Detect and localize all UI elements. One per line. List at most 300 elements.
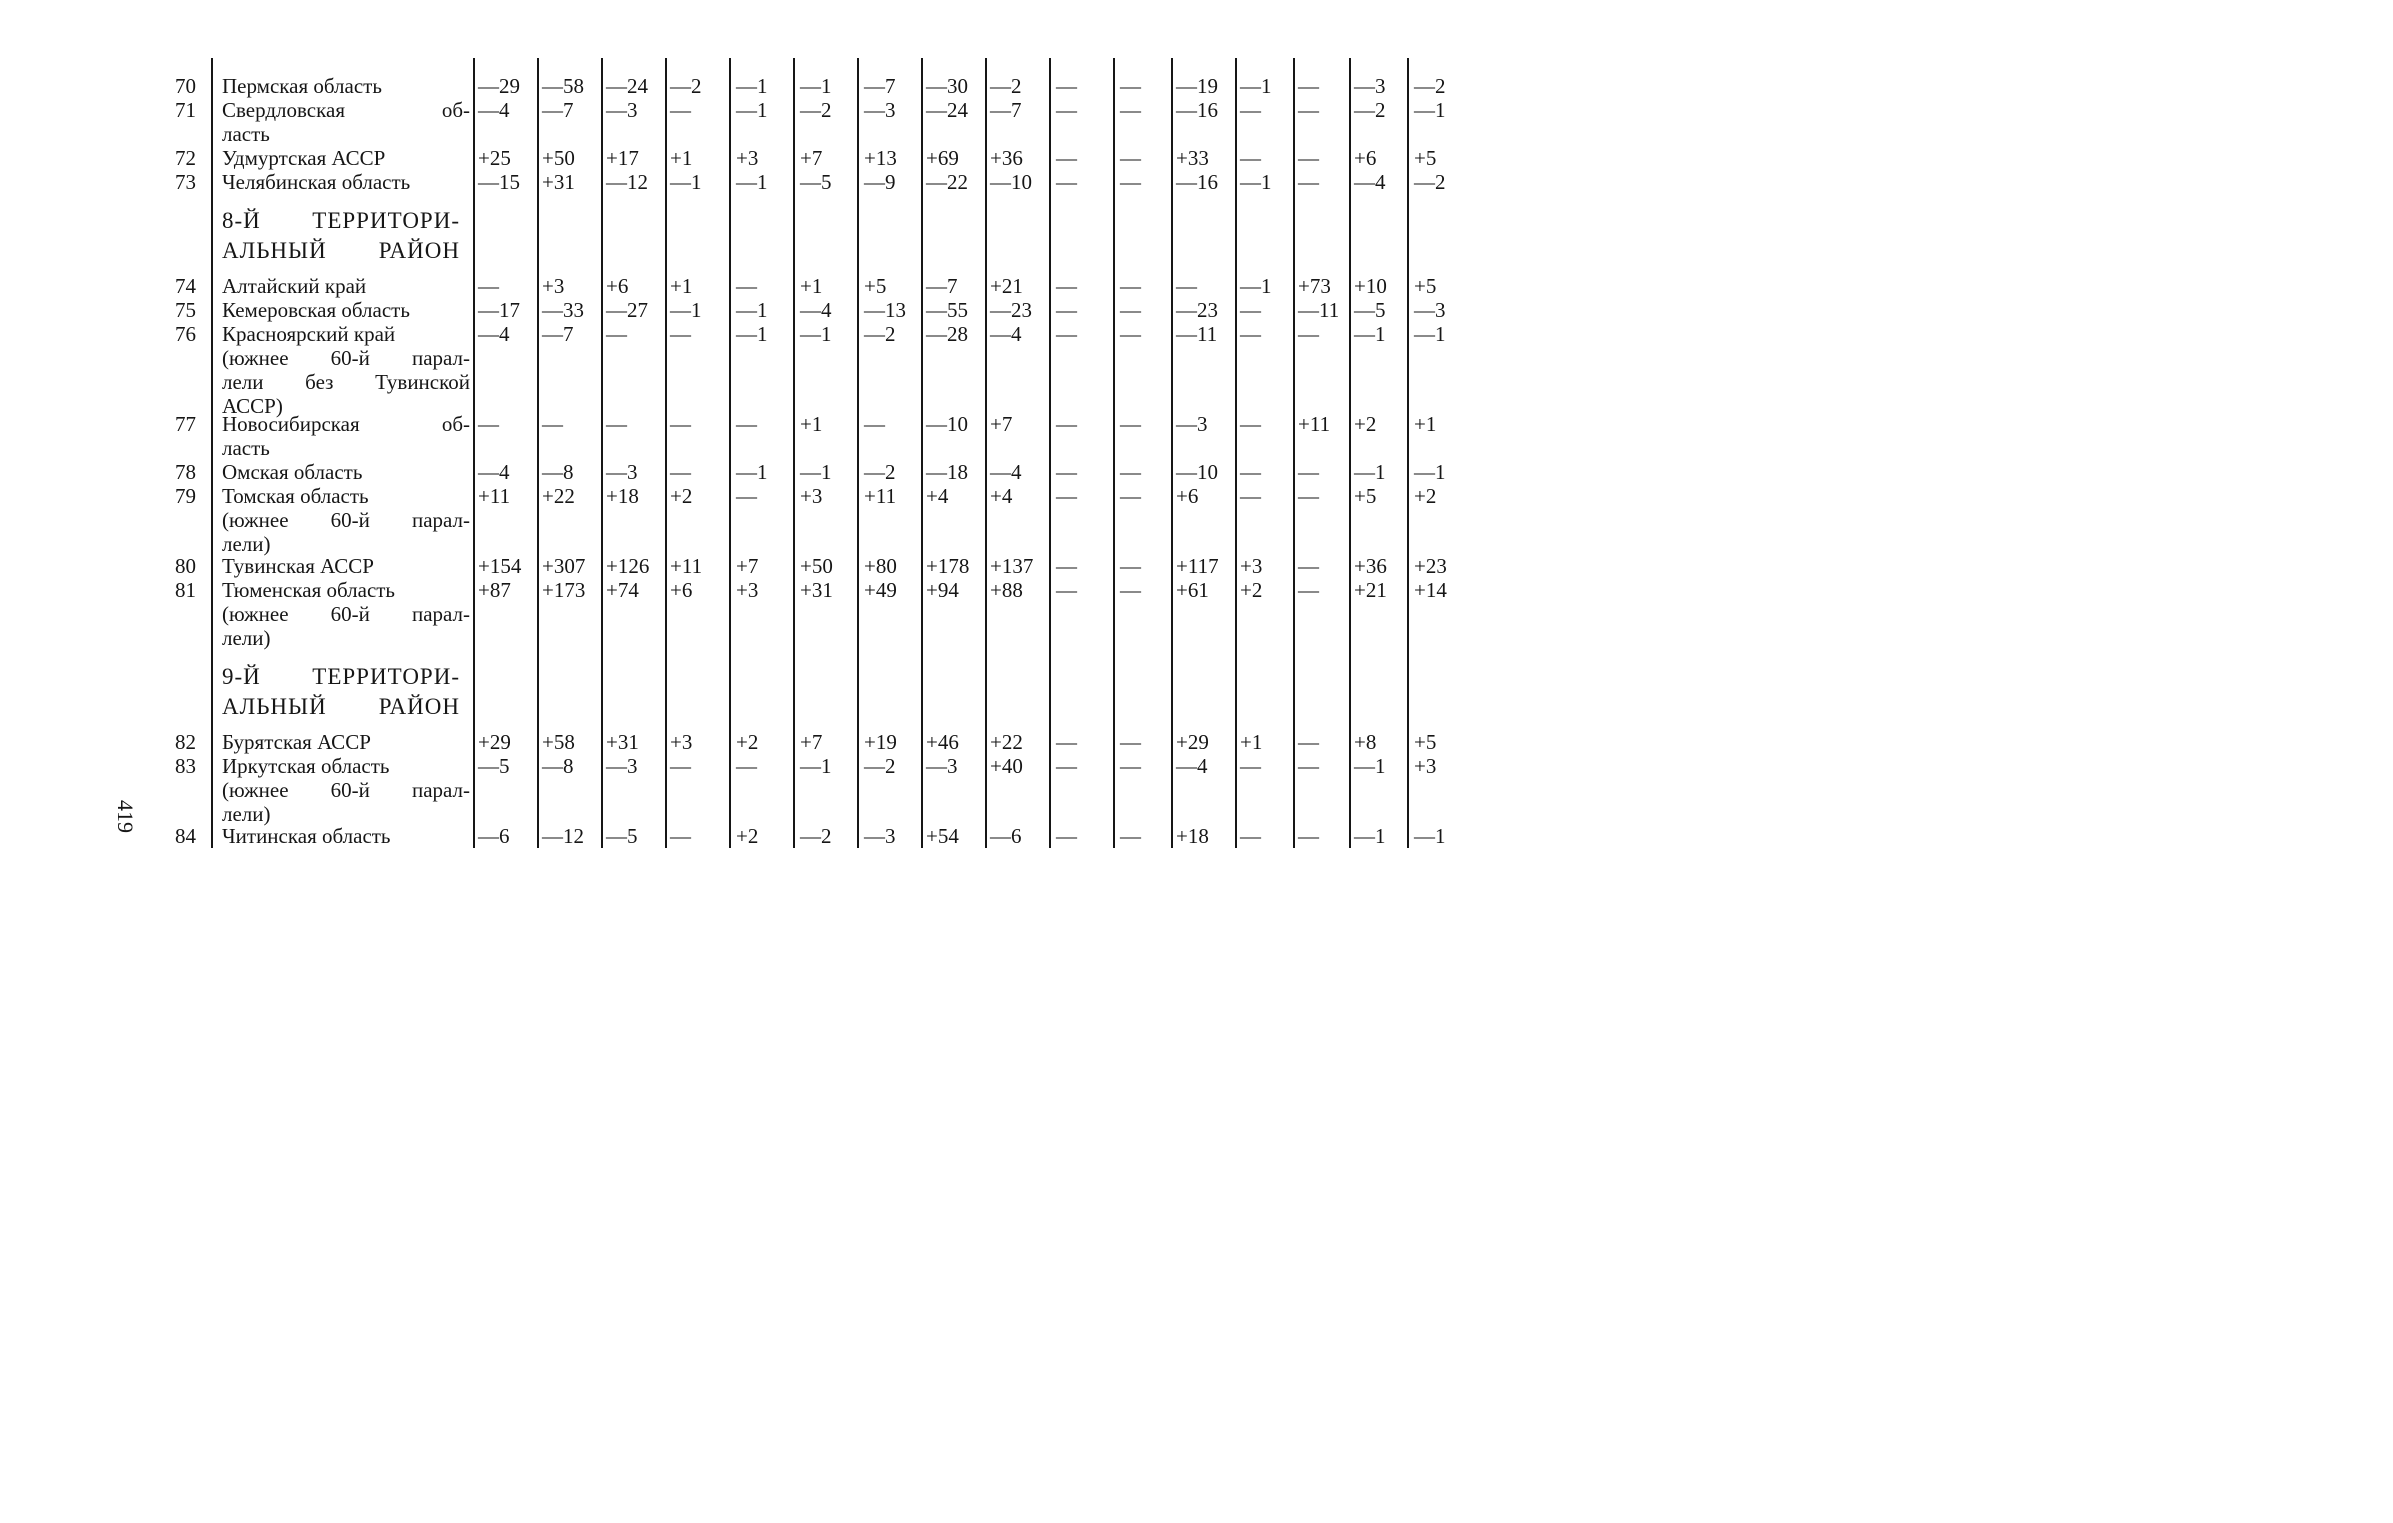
value-cell: +7 (990, 412, 1013, 436)
value-cell: +8 (1354, 730, 1377, 754)
value-cell: —1 (736, 322, 768, 346)
region-name: (южнее 60-й парал- (222, 346, 470, 370)
section-heading-8-line1: 8-Й ТЕРРИТОРИ- (222, 208, 460, 233)
value-cell: —1 (1414, 322, 1446, 346)
value-cell: —3 (1414, 298, 1446, 322)
value-cell: +137 (990, 554, 1034, 578)
value-cell: —11 (1298, 298, 1340, 322)
value-cell: +13 (864, 146, 897, 170)
value-cell: — (1056, 274, 1077, 298)
value-cell: +126 (606, 554, 650, 578)
value-cell: — (478, 274, 499, 298)
value-cell: +3 (670, 730, 693, 754)
value-cell: —5 (606, 824, 638, 848)
value-cell: +7 (800, 146, 823, 170)
value-cell: — (1240, 298, 1261, 322)
value-cell: —1 (1354, 824, 1386, 848)
value-cell: — (1056, 730, 1077, 754)
row-number: 84 (175, 824, 196, 848)
value-cell: —3 (1176, 412, 1208, 436)
value-cell: —8 (542, 460, 574, 484)
value-cell: —1 (736, 74, 768, 98)
value-cell: — (670, 322, 691, 346)
value-cell: —1 (1240, 274, 1272, 298)
value-cell: —10 (990, 170, 1032, 194)
value-cell: —1 (800, 754, 832, 778)
value-cell: — (1120, 554, 1141, 578)
value-cell: —2 (1414, 74, 1446, 98)
region-name: (южнее 60-й парал- (222, 778, 470, 802)
value-cell: +173 (542, 578, 586, 602)
value-cell: — (1298, 578, 1319, 602)
value-cell: —5 (800, 170, 832, 194)
region-name: ласть (222, 122, 270, 146)
table-row (0, 578, 1552, 650)
value-cell: —10 (926, 412, 968, 436)
value-cell: —29 (478, 74, 520, 98)
value-cell: —4 (478, 98, 510, 122)
value-cell: —8 (542, 754, 574, 778)
value-cell: — (864, 412, 885, 436)
region-name: Тувинская АССР (222, 554, 374, 578)
value-cell: — (1298, 554, 1319, 578)
row-number: 74 (175, 274, 196, 298)
value-cell: —6 (478, 824, 510, 848)
value-cell: —17 (478, 298, 520, 322)
value-cell: —58 (542, 74, 584, 98)
page-number: 419 (113, 800, 138, 833)
value-cell: +5 (1414, 146, 1437, 170)
value-cell: —28 (926, 322, 968, 346)
value-cell: +5 (864, 274, 887, 298)
value-cell: — (1240, 98, 1261, 122)
value-cell: — (1120, 578, 1141, 602)
value-cell: +49 (864, 578, 897, 602)
value-cell: +11 (1298, 412, 1331, 436)
value-cell: — (1298, 170, 1319, 194)
value-cell: +2 (1414, 484, 1437, 508)
row-number: 81 (175, 578, 196, 602)
value-cell: +54 (926, 824, 959, 848)
region-name: Удмуртская АССР (222, 146, 386, 170)
value-cell: +88 (990, 578, 1023, 602)
value-cell: — (1056, 824, 1077, 848)
table-row (0, 298, 1552, 324)
row-number: 78 (175, 460, 196, 484)
region-name: Алтайский край (222, 274, 367, 298)
value-cell: —15 (478, 170, 520, 194)
value-cell: — (1056, 322, 1077, 346)
row-number: 79 (175, 484, 196, 508)
value-cell: — (1056, 578, 1077, 602)
value-cell: +3 (736, 146, 759, 170)
value-cell: +31 (800, 578, 833, 602)
table-row (0, 730, 1552, 756)
table-row (0, 146, 1552, 172)
value-cell: —1 (670, 298, 702, 322)
region-name: АССР) (222, 394, 283, 418)
value-cell: — (736, 754, 757, 778)
value-cell: — (1120, 98, 1141, 122)
row-number: 70 (175, 74, 196, 98)
table-row (0, 74, 1552, 100)
value-cell: — (1120, 322, 1141, 346)
value-cell: — (1298, 484, 1319, 508)
value-cell: — (1056, 484, 1077, 508)
value-cell: +6 (1354, 146, 1377, 170)
value-cell: — (1056, 98, 1077, 122)
region-name: Пермская область (222, 74, 382, 98)
value-cell: +5 (1354, 484, 1377, 508)
value-cell: —19 (1176, 74, 1218, 98)
value-cell: +22 (542, 484, 575, 508)
value-cell: —1 (800, 322, 832, 346)
value-cell: —5 (1354, 298, 1386, 322)
value-cell: — (670, 412, 691, 436)
value-cell: — (1056, 74, 1077, 98)
value-cell: +2 (736, 730, 759, 754)
value-cell: — (1298, 322, 1319, 346)
value-cell: +46 (926, 730, 959, 754)
value-cell: +3 (1240, 554, 1263, 578)
value-cell: +2 (670, 484, 693, 508)
value-cell: —30 (926, 74, 968, 98)
region-name: лели без Тувинской (222, 370, 470, 394)
value-cell: —9 (864, 170, 896, 194)
value-cell: — (1056, 412, 1077, 436)
value-cell: —1 (1414, 460, 1446, 484)
value-cell: +17 (606, 146, 639, 170)
value-cell: —23 (990, 298, 1032, 322)
value-cell: +11 (864, 484, 897, 508)
value-cell: —4 (1176, 754, 1208, 778)
value-cell: +4 (990, 484, 1013, 508)
region-name: лели) (222, 532, 271, 556)
value-cell: — (1120, 170, 1141, 194)
value-cell: —4 (800, 298, 832, 322)
value-cell: —10 (1176, 460, 1218, 484)
section-heading-9-line1: 9-Й ТЕРРИТОРИ- (222, 664, 460, 689)
value-cell: — (736, 412, 757, 436)
value-cell: — (1120, 460, 1141, 484)
value-cell: +40 (990, 754, 1023, 778)
value-cell: —3 (606, 754, 638, 778)
value-cell: — (736, 484, 757, 508)
value-cell: —1 (736, 98, 768, 122)
value-cell: —12 (542, 824, 584, 848)
row-number: 75 (175, 298, 196, 322)
value-cell: +117 (1176, 554, 1219, 578)
value-cell: — (1056, 554, 1077, 578)
value-cell: +69 (926, 146, 959, 170)
value-cell: —16 (1176, 98, 1218, 122)
value-cell: —7 (542, 322, 574, 346)
value-cell: +50 (800, 554, 833, 578)
value-cell: +1 (670, 274, 693, 298)
row-number: 80 (175, 554, 196, 578)
value-cell: — (1120, 754, 1141, 778)
value-cell: — (478, 412, 499, 436)
document-page (0, 0, 1552, 988)
value-cell: — (670, 824, 691, 848)
value-cell: +22 (990, 730, 1023, 754)
value-cell: +4 (926, 484, 949, 508)
region-name: Омская область (222, 460, 363, 484)
value-cell: —55 (926, 298, 968, 322)
table-row (0, 322, 1552, 418)
value-cell: — (736, 274, 757, 298)
value-cell: — (1240, 322, 1261, 346)
value-cell: —27 (606, 298, 648, 322)
value-cell: —5 (478, 754, 510, 778)
value-cell: +1 (1240, 730, 1263, 754)
value-cell: —1 (1414, 824, 1446, 848)
value-cell: — (1298, 98, 1319, 122)
value-cell: —2 (670, 74, 702, 98)
value-cell: —24 (606, 74, 648, 98)
value-cell: —3 (926, 754, 958, 778)
value-cell: —2 (800, 98, 832, 122)
region-name: Свердловская об- (222, 98, 470, 122)
value-cell: +14 (1414, 578, 1447, 602)
value-cell: +11 (478, 484, 511, 508)
value-cell: — (1298, 824, 1319, 848)
value-cell: —1 (1354, 322, 1386, 346)
region-name: Кемеровская область (222, 298, 410, 322)
value-cell: +7 (736, 554, 759, 578)
region-name: лели) (222, 802, 271, 826)
value-cell: —3 (606, 460, 638, 484)
value-cell: +1 (800, 412, 823, 436)
value-cell: —16 (1176, 170, 1218, 194)
value-cell: — (670, 460, 691, 484)
value-cell: — (1120, 484, 1141, 508)
row-number: 76 (175, 322, 196, 346)
value-cell: — (1120, 74, 1141, 98)
value-cell: —24 (926, 98, 968, 122)
value-cell: +2 (736, 824, 759, 848)
value-cell: —1 (1354, 460, 1386, 484)
value-cell: — (1298, 146, 1319, 170)
region-name: (южнее 60-й парал- (222, 602, 470, 626)
table-row (0, 98, 1552, 146)
value-cell: —6 (990, 824, 1022, 848)
value-cell: +18 (606, 484, 639, 508)
value-cell: +58 (542, 730, 575, 754)
value-cell: +1 (1414, 412, 1437, 436)
value-cell: +7 (800, 730, 823, 754)
region-name: (южнее 60-й парал- (222, 508, 470, 532)
value-cell: — (1176, 274, 1197, 298)
row-number: 83 (175, 754, 196, 778)
value-cell: +36 (990, 146, 1023, 170)
value-cell: —12 (606, 170, 648, 194)
value-cell: +25 (478, 146, 511, 170)
value-cell: —2 (864, 754, 896, 778)
value-cell: —4 (990, 322, 1022, 346)
value-cell: +18 (1176, 824, 1209, 848)
value-cell: — (1056, 146, 1077, 170)
value-cell: +1 (670, 146, 693, 170)
value-cell: —1 (736, 298, 768, 322)
value-cell: —7 (542, 98, 574, 122)
value-cell: +21 (1354, 578, 1387, 602)
region-name: ласть (222, 436, 270, 460)
value-cell: +11 (670, 554, 703, 578)
value-cell: — (1298, 460, 1319, 484)
value-cell: — (1120, 412, 1141, 436)
value-cell: —3 (1354, 74, 1386, 98)
value-cell: — (1120, 730, 1141, 754)
value-cell: —1 (800, 460, 832, 484)
row-number: 82 (175, 730, 196, 754)
value-cell: —2 (1354, 98, 1386, 122)
value-cell: —3 (864, 98, 896, 122)
value-cell: —1 (736, 460, 768, 484)
value-cell: +3 (736, 578, 759, 602)
value-cell: — (606, 412, 627, 436)
table-row (0, 460, 1552, 486)
value-cell: —4 (1354, 170, 1386, 194)
value-cell: —2 (1414, 170, 1446, 194)
value-cell: —1 (1240, 74, 1272, 98)
row-number: 71 (175, 98, 196, 122)
value-cell: — (1298, 730, 1319, 754)
value-cell: +87 (478, 578, 511, 602)
value-cell: +3 (1414, 754, 1437, 778)
value-cell: —33 (542, 298, 584, 322)
region-name: Читинская область (222, 824, 391, 848)
value-cell: —2 (864, 322, 896, 346)
value-cell: —2 (800, 824, 832, 848)
region-name: Челябинская область (222, 170, 411, 194)
value-cell: +31 (542, 170, 575, 194)
value-cell: —7 (926, 274, 958, 298)
value-cell: +29 (478, 730, 511, 754)
table-row (0, 554, 1552, 580)
value-cell: —1 (1240, 170, 1272, 194)
value-cell: +2 (1354, 412, 1377, 436)
value-cell: —1 (670, 170, 702, 194)
value-cell: +3 (800, 484, 823, 508)
value-cell: +178 (926, 554, 970, 578)
region-name: Иркутская область (222, 754, 390, 778)
value-cell: +23 (1414, 554, 1447, 578)
section-heading-9-line2: АЛЬНЫЙ РАЙОН (222, 694, 460, 719)
value-cell: +31 (606, 730, 639, 754)
value-cell: —2 (990, 74, 1022, 98)
region-name: Томская область (222, 484, 369, 508)
value-cell: — (1056, 754, 1077, 778)
value-cell: — (670, 754, 691, 778)
table-row (0, 824, 1552, 850)
value-cell: —18 (926, 460, 968, 484)
value-cell: —4 (478, 460, 510, 484)
value-cell: +5 (1414, 730, 1437, 754)
value-cell: +154 (478, 554, 522, 578)
value-cell: +80 (864, 554, 897, 578)
section-heading-8-line2: АЛЬНЫЙ РАЙОН (222, 238, 460, 263)
table-row (0, 484, 1552, 556)
table-row (0, 170, 1552, 196)
row-number: 77 (175, 412, 196, 436)
value-cell: +6 (606, 274, 629, 298)
value-cell: — (1298, 754, 1319, 778)
value-cell: — (606, 322, 627, 346)
value-cell: —13 (864, 298, 906, 322)
value-cell: —4 (478, 322, 510, 346)
value-cell: +36 (1354, 554, 1387, 578)
value-cell: +6 (670, 578, 693, 602)
value-cell: — (1240, 484, 1261, 508)
value-cell: +61 (1176, 578, 1209, 602)
value-cell: — (1056, 170, 1077, 194)
value-cell: +94 (926, 578, 959, 602)
value-cell: — (1120, 298, 1141, 322)
value-cell: +6 (1176, 484, 1199, 508)
value-cell: —2 (864, 460, 896, 484)
value-cell: +50 (542, 146, 575, 170)
value-cell: +10 (1354, 274, 1387, 298)
value-cell: —3 (864, 824, 896, 848)
value-cell: — (1240, 754, 1261, 778)
value-cell: +29 (1176, 730, 1209, 754)
value-cell: — (1120, 274, 1141, 298)
value-cell: —1 (1354, 754, 1386, 778)
value-cell: +1 (800, 274, 823, 298)
value-cell: —4 (990, 460, 1022, 484)
value-cell: —22 (926, 170, 968, 194)
value-cell: —7 (864, 74, 896, 98)
value-cell: — (1298, 74, 1319, 98)
value-cell: —1 (800, 74, 832, 98)
value-cell: — (1240, 460, 1261, 484)
region-name: Новосибирская об- (222, 412, 470, 436)
value-cell: +74 (606, 578, 639, 602)
value-cell: +5 (1414, 274, 1437, 298)
value-cell: —1 (1414, 98, 1446, 122)
value-cell: — (1120, 824, 1141, 848)
value-cell: — (1056, 460, 1077, 484)
row-number: 73 (175, 170, 196, 194)
region-name: лели) (222, 626, 271, 650)
value-cell: — (542, 412, 563, 436)
table-row (0, 412, 1552, 460)
value-cell: +73 (1298, 274, 1331, 298)
value-cell: — (1056, 298, 1077, 322)
region-name: Красноярский край (222, 322, 396, 346)
value-cell: —7 (990, 98, 1022, 122)
value-cell: — (670, 98, 691, 122)
value-cell: —23 (1176, 298, 1218, 322)
region-name: Тюменская область (222, 578, 396, 602)
value-cell: +33 (1176, 146, 1209, 170)
value-cell: +3 (542, 274, 565, 298)
value-cell: — (1240, 412, 1261, 436)
value-cell: +307 (542, 554, 586, 578)
region-name: Бурятская АССР (222, 730, 371, 754)
value-cell: — (1240, 146, 1261, 170)
value-cell: —3 (606, 98, 638, 122)
value-cell: +19 (864, 730, 897, 754)
value-cell: +2 (1240, 578, 1263, 602)
table-row (0, 274, 1552, 300)
value-cell: +21 (990, 274, 1023, 298)
value-cell: — (1240, 824, 1261, 848)
value-cell: — (1120, 146, 1141, 170)
row-number: 72 (175, 146, 196, 170)
value-cell: —11 (1176, 322, 1218, 346)
